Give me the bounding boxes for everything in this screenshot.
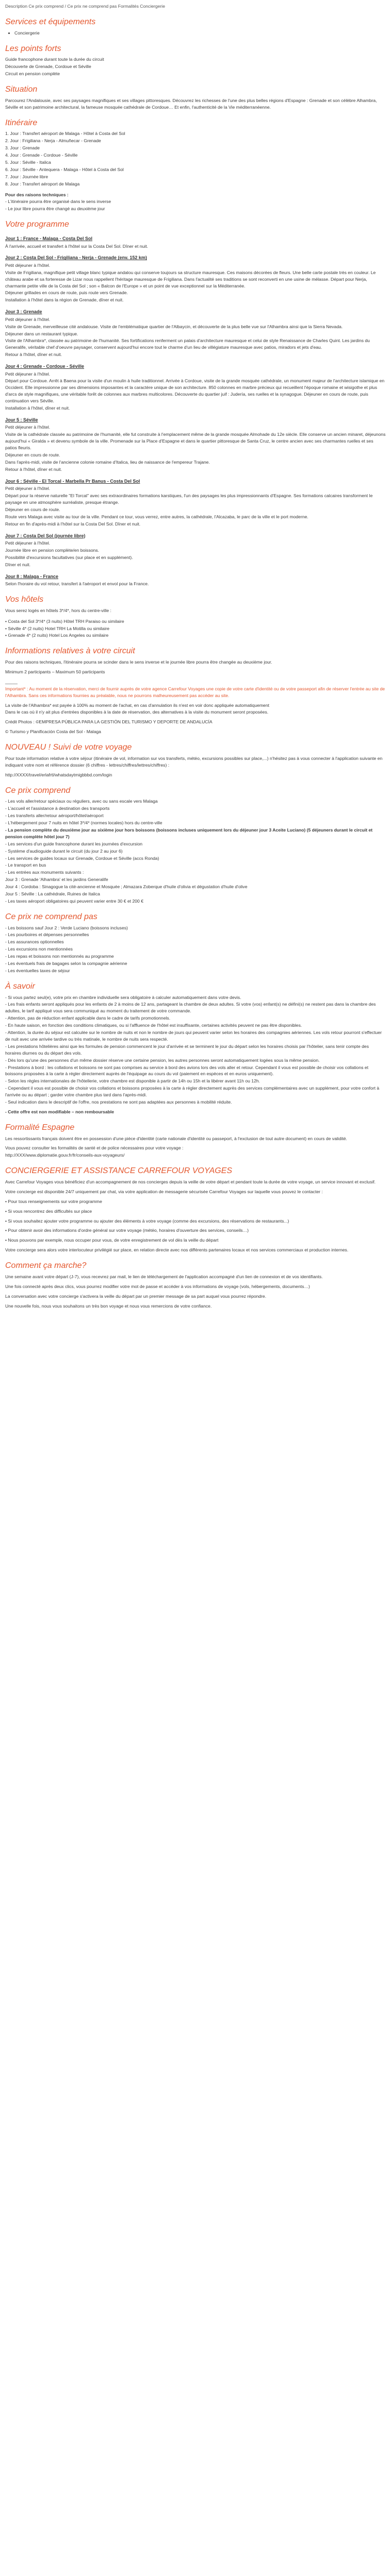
formalite-title: Formalité Espagne [5, 1123, 75, 1132]
comprend-line: - Les vols aller/retour spéciaux ou réguliers, avec ou sans escale vers Malaga [5, 799, 158, 804]
concierge-line: Votre concierge est disponible 24/7 uniquement par chat, via votre application de messagerie sécurisée Carrefour Voyages sur laquelle vous pouvez le contacter : [5, 1189, 323, 1194]
savoir-line: - Selon les règles internationales de l'hôtellerie, votre chambre est disponible à partir de 14h ou 15h et la libérer avant 11h ou 12h. [5, 1078, 260, 1084]
comprend-line: Jour 5 : Séville : La cathédrale, Ruines de Italica [5, 891, 100, 896]
itineraire-line: 3. Jour : Grenade [5, 145, 40, 151]
programme-title: Votre programme [5, 220, 69, 229]
savoir-line: - Dès lors qu'une des personnes d'un même dossier réserve une certaine pension, les autres personnes seront automatiquement logées sous la même pension. [5, 1057, 320, 1063]
marche-line: Une semaine avant votre départ (J-7), vous recevrez par mail, le lien de téléchargement de l'application accompagné d'un lien de connexion et de vos identifiants. [5, 1274, 323, 1279]
day-heading: Jour 4 : Grenade - Cordoue - Séville [5, 364, 85, 369]
suivi-link[interactable]: http://XXXX/travel/erlafrtl/whatsdaytmigbbbd.com/login [5, 772, 112, 777]
forts-list [5, 56, 386, 77]
infos-line: Minimum 2 participants – Maximum 50 participants [5, 669, 105, 675]
fort-line: Découverte de Grenade, Cordoue et Séville [5, 64, 91, 70]
hotel-item: • Costa del Sol 3*/4* (3 nuits) Hôtel TRH Paraiso ou similaire [5, 618, 124, 624]
day-line: Route vers Malaga avec visite au tour de la ville. Pendant ce tour, vous verrez, entre autres, la cathédrale, l'Alcazaba, le parc de la ville et le port moderne. [5, 514, 308, 519]
day-heading: Jour 7 : Costa Del Sol (journée libre) [5, 533, 86, 538]
itineraire-title: Itinéraire [5, 118, 38, 127]
concierge-line: Avec Carrefour Voyages vous bénéficiez d'un accompagnement de nos concierges depuis la veille de votre départ et pendant toute la durée de votre voyage, un service innovant et exclusif. [5, 1179, 376, 1184]
hotels-intro: Vous serez logés en hôtels 3*/4*, hors du centre-ville : [5, 607, 111, 613]
marche-line: La conversation avec votre concierge s'activera la veille du départ par un premier message de sa part auquel vous pourrez répondre. [5, 1293, 267, 1299]
itineraire-notes [5, 192, 386, 213]
concierge-bullet: • Pour tous renseignements sur votre programme [5, 1198, 102, 1204]
comprend-list [5, 798, 386, 904]
necomprend-line: - Les excursions non mentionnées [5, 946, 73, 952]
day-line: Visite de la cathédrale classée au patrimoine de l'humanité, elle fut construite à l'emplacement même de la grande mosquée Almohade du 12e siècle. Elle conserve un ancien minaret, déjeunons aujourd'hui « Giralda » et devenu symbole de la ville. Promenade sur la Place d'Espagne et dans le quartier pittoresque de Santa Cruz, le centre ancien avec ses charmantes ruelles et ses patios fleuris. [5, 432, 386, 451]
formalite-line: Les ressortissants français doivent être en possession d'une pièce d'identité (carte nationale d'identité ou passeport, à l'exclusion de tout autre document) en cours de validité. [5, 1136, 347, 1141]
concierge-bullet: • Pour obtenir avoir des informations d'ordre général sur votre voyage (météo, horaires d'ouverture des services, conseils…) [5, 1228, 249, 1233]
day-line: Visite de Frigiliana, magnifique petit village blanc typique andalou qui conserve toujours sa structure mauresque. Ces maisons décorées de fleurs. Une belle carte postale très en couleur. Le château arabe et sa forteresse de Lizar nous rappellent l'héritage mauresque de Frigiliana. Dans l'actualité ses traditions se sont reconverti en une usine de mélasse. Départ pour Nerja, charmante petite ville de la Costa del Sol ; son « Balcon de l'Europe » et un point de vue exceptionnel sur la Méditerranée. [5, 269, 376, 289]
concierge-bullet: • Nous pouvons par exemple, nous occuper pour vous, de votre enregistrement de vol dès la veille du départ [5, 1238, 219, 1243]
day-line: Installation à l'hôtel, dîner et nuit. [5, 405, 70, 411]
day-line: Petit déjeuner à l'hôtel. [5, 262, 51, 268]
day-block [5, 478, 386, 528]
day-line: Dîner et nuit. [5, 562, 31, 567]
hotel-item: • Grenade 4* (2 nuits) Hotel Los Angeles ou similaire [5, 633, 109, 638]
savoir-line: - Si vous partez seul(e), votre prix en chambre individuelle sera obligatoire à calculer automatiquement dans votre devis. [5, 994, 241, 1000]
infos-separator: _____ [5, 679, 18, 684]
situation-title: Situation [5, 85, 38, 94]
day-heading: Jour 1 : France - Malaga - Costa Del Sol [5, 236, 93, 242]
day-heading: Jour 5 : Séville [5, 417, 38, 422]
day-block [5, 533, 386, 568]
photo-credit-2: © Turismo y Planificación Costa del Sol - Malaga [5, 729, 101, 735]
formalite-link[interactable]: http://XXX/www.diplomatie.gouv.fr/fr/conseils-aux-voyageurs/ [5, 1153, 125, 1158]
infos-extra: Dans le cas où il n'y ait plus d'entrées disponibles à la date de réservation, des alternatives à la visite du monument seront proposées. [5, 709, 269, 715]
savoir-line: - Cependant il vous est possible de choisir vos collations et boissons proposées à la carte à régler directement auprès des services complémentaires avec un supplément, pour votre confort à l'arrivée ou au départ ; garder votre chambre plus tard dans l'après-midi. [5, 1086, 380, 1098]
comprend-title: Ce prix comprend [5, 786, 71, 795]
comprend-line: - Les entrées aux monuments suivants : [5, 870, 84, 875]
itineraire-line: 4. Jour : Grenade - Cordoue - Séville [5, 152, 78, 158]
day-line: Déjeuner en cours de route. [5, 506, 60, 512]
comprend-line: - L'hébergement pour 7 nuits en hôtel 3*/4* (normes locales) hors du centre-ville [5, 820, 162, 826]
services-list [5, 30, 386, 37]
itineraire-notes-title: Pour des raisons techniques : [5, 192, 69, 197]
necomprend-list [5, 925, 386, 974]
day-line: Retour à l'hôtel, dîner et nuit. [5, 352, 62, 358]
day-block [5, 417, 386, 473]
day-line: Installation à l'hôtel dans la région de Grenade, dîner et nuit. [5, 297, 124, 303]
itineraire-line: 5. Jour : Séville - Italica [5, 159, 51, 165]
infos-line: Pour des raisons techniques, l'itinéraire pourra se scinder dans le sens inverse et le journée libre pourra être changée au deuxième jour. [5, 659, 272, 665]
comprend-line: - Les services de guides locaux sur Grenade, Cordoue et Séville (accs Ronda) [5, 855, 159, 861]
necomprend-line: - Les éventuelles taxes de séjour [5, 968, 70, 973]
marche-title: Comment ça marche? [5, 1261, 87, 1270]
savoir-line: - En haute saison, en fonction des conditions climatiques, ou si l'affluence de l'hôtel est insuffisante, certaines activités peuvent ne pas être disponibles. [5, 1023, 302, 1028]
hotels-list [5, 618, 386, 639]
formalite-line: Vous pouvez consulter les formalités de santé et de police nécessaires pour votre voyage : [5, 1145, 184, 1151]
itineraire-line: 8. Jour : Transfert aéroport de Malaga [5, 181, 80, 187]
comprend-line: - Les services d'un guide francophone durant les journées d'excursion [5, 841, 143, 846]
day-line: Dans l'après-midi, visite de l'ancienne colonie romaine d'Italica, lieu de naissance de l'empereur Trajane. [5, 459, 210, 465]
itineraire-note: - L'itinéraire pourra être organisé dans le sens inverse [5, 199, 111, 205]
day-line: Visite de Grenade, merveilleuse cité andalouse. Visite de l'emblématique quartier de l'Albaycin, et découverte de la plus belle vue sur l'Alhambra ainsi que la Sierra Nevada. [5, 324, 343, 329]
infos-extra: La visite de l'Alhambra* est payée à 100% au moment de l'achat, en cas d'annulation ils n'est en voir donc appliquée automatiquement [5, 702, 270, 708]
necomprend-title: Ce prix ne comprend pas [5, 912, 97, 921]
day-line: Possibilité d'excursions facultatives (sur place et en supplément). [5, 554, 133, 560]
hotels-title: Vos hôtels [5, 595, 44, 604]
infos-important: Important* : Au moment de la réservation, merci de fournir auprès de votre agence Carrefour Voyages une copie de votre carte d'identité ou de votre passeport afin de réserver l'entrée au site de l'Alhambra. Sans ces informations fournies au préalable, nous ne pourrons malheureusement pas accéder au site. [5, 686, 385, 698]
day-line: Petit déjeuner à l'hôtel. [5, 425, 51, 430]
itineraire-line: 7. Jour : Journée libre [5, 174, 48, 179]
savoir-list [5, 994, 386, 1106]
comprend-line: - Le transport en bus [5, 862, 46, 868]
comprend-line: Jour 4 : Cordoba : Sinagogue la cité-ancienne et Mosquée ; Almazara Zoberque d'huile d'olivia et dégustation d'huile d'olive [5, 884, 248, 890]
services-title: Services et équipements [5, 17, 96, 26]
comprend-line: - Système d'audioguide durant le circuit (du jour 2 au jour 6) [5, 848, 123, 854]
day-heading: Jour 6 : Séville - El Torcal - Marbella Pr Banus - Costa Del Sol [5, 478, 140, 484]
service-item: • Conciergerie [14, 30, 386, 37]
day-line: Déjeuner dans un restaurant typique. [5, 331, 78, 336]
concierge-after: Votre concierge sera alors votre interlocuteur privilégié sur place, en relation directe avec nos différents partenaires locaux et nos services commerciaux et production internes. [5, 1247, 349, 1253]
non-refundable-note: - Cette offre est non modifiable – non remboursable [5, 1109, 115, 1114]
savoir-line: - Seul indication dans le descriptif de l'offre, nos prestations ne sont pas adaptées aux personnes à mobilité réduite. [5, 1099, 232, 1105]
day-line: Visite de l'Alhambra*, classée au patrimoine de l'humanité. Ses fortifications renferment un palais d'architecture mauresque et celui de style Renaissance de Charles Quint. Les jardins du Generalife, véritable chef d'oeuvre paysager, conservent aujourd'hui encore tout le charme d'un lieu de villégiature mauresque avec patios, miradors et jets d'eau. [5, 338, 370, 350]
day-block [5, 363, 386, 412]
marche-line: Une nouvelle fois, nous vous souhaitons un très bon voyage et nous vous remercions de votre confiance. [5, 1303, 212, 1309]
suivi-text: Pour toute information relative à votre séjour (itinéraire de vol, information sur vos transferts, météo, excursions possibles sur place,...) n'hésitez pas à vous connecter à l'application suivante en indiquant votre nom et référence dossier (6 chiffres - lettres/chiffres/lettres/chiffres) : [5, 755, 383, 768]
concierge-bullet: • Si vous rencontrez des difficultés sur place [5, 1208, 92, 1214]
day-line: Départ pour Cordoue. Arrêt à Baena pour la visite d'un moulin à huile traditionnel. Arrivée à Cordoue, visite de la grande mosquée cathédrale, un monument majeur de l'architecture islamique en Occident. Elle impressionne par ses dimensions imposantes et la caractère unique de son architecture. 850 colonnes en marbre précieux qui recueillent l'époque romaine et wisigothe et plus d'arcs de style magnifiques, une véritable forêt de colonnes aux marbres multicolores. Découverte du quartier juif : Judería, ses ruelles et la synagogue. Déjeuner en cours de route, puis continuation vers Séville. [5, 378, 385, 404]
day-heading: Jour 8 : Malaga - France [5, 573, 59, 579]
concierge-bullet: • Si vous souhaitez ajouter votre programme ou ajouter des éléments à votre voyage (comme des excursions, des réservations de restaurants...) [5, 1218, 289, 1224]
comprend-line: - L'accueil et l'assistance à destination des transports [5, 806, 110, 811]
day-line: Petit déjeuner à l'hôtel. [5, 371, 51, 377]
itineraire-note: - Le jour libre pourra être changé au deuxième jour [5, 206, 105, 212]
day-line: Départ pour la réserve naturelle "El Torcal" avec ses extraordinaires formations karstiques, l'un des paysages les plus impressionnants d'Espagne. Ses formations calcaires transforment le paysage en une atmosphère surréaliste, presque étrange. [5, 493, 373, 505]
day-heading: Jour 3 : Grenade [5, 309, 42, 315]
itineraire-line: 2. Jour : Frigiliana - Nerja - Almuñecar - Grenade [5, 138, 101, 144]
situation-text: Parcourez l'Andalousie, avec ses paysages magnifiques et ses villages pittoresques. Découvrez les richesses de l'une des plus belles régions d'Espagne : Grenade et son célèbre Alhambra, Séville et son patrimoine architectural, la fameuse mosquée cathédrale de Cordoue… Et enfin, l'authenticité de la Vie méditerranéenne. [5, 97, 377, 110]
day-block [5, 309, 386, 358]
day-block [5, 573, 386, 587]
necomprend-line: - Les éventuels frais de bagages selon la compagnie aérienne [5, 961, 127, 967]
marche-line: Une fois connecté après deux clics, vous pourrez modifier votre mot de passe et accéder à vos informations de voyage (vols, hébergements, documents…) [5, 1283, 310, 1289]
photo-credit: Crédit Photos : ©EMPRESA PÚBLICA PARA LA GESTIÓN DEL TURISMO Y DEPORTE DE ANDALUCÍA [5, 719, 213, 725]
concierge-bullets [5, 1198, 386, 1244]
comprend-line: - Les taxes aéroport obligatoires qui peuvent varier entre 30 € et 200 € [5, 898, 144, 904]
necomprend-line: - Les repas et boissons non mentionnés au programme [5, 954, 114, 959]
necomprend-line: - Les pourboires et dépenses personnelles [5, 932, 89, 938]
hotel-item: • Séville 4* (2 nuits) Hotel TRH La Motilla ou similaire [5, 625, 110, 631]
savoir-line: - Prestations à bord : les collations et boissons ne sont pas comprises au service à bord des avions lors des vols aller et retour. Cependant il vous est possible de choisir vos collations et boissons proposées à la carte à régler directement auprès de l'équipage au cours du vol (paiement en espèces et en euros uniquement). [5, 1064, 369, 1077]
day-line: Retour en fin d'après-midi à l'hôtel sur la Costa Del Sol. Dîner et nuit. [5, 521, 141, 527]
day-line: Selon l'horaire du vol retour, transfert à l'aéroport et envol pour la France. [5, 581, 149, 587]
fort-line: Guide francophone durant toute la durée du circuit [5, 57, 104, 62]
savoir-line: - Les frais enfants seront appliqués pour les enfants de 2 à moins de 12 ans, partageant la chambre de deux adultes. Si votre (vos) enfant(s) ne défini(s) ne restent pas dans la chambre des adultes, le tarif appliqué vous sera communiqué au moment du traitement de votre commande. [5, 1002, 376, 1014]
itineraire-line: 1. Jour : Transfert aéroport de Malaga - Hôtel à Costa del Sol [5, 131, 125, 137]
comprend-line: Jour 3 : Grenade 'Alhambra' et les jardins Generalife [5, 877, 108, 883]
day-heading: Jour 2 : Costa Del Sol - Frigiliana - Nerja - Grenade (env. 152 km) [5, 255, 147, 261]
savoir-line: - Attention, la durée du séjour est calculée sur le nombre de nuits et non le nombre de jours qui peuvent varier selon les horaires des compagnies aériennes. Les vols retour pourront s'effectuer de nuit avec une arrivée tardive ou très matinale, le nombre de nuits sera respecté. [5, 1030, 382, 1042]
day-line: Petit déjeuner à l'hôtel. [5, 540, 51, 546]
day-block [5, 235, 386, 249]
forts-title: Les points forts [5, 44, 61, 53]
day-line: Petit déjeuner à l'hôtel. [5, 486, 51, 492]
comprend-line: - Les transferts aller/retour aéroport/hôtel/aéroport [5, 813, 104, 819]
savoir-line: - Attention, pas de réduction enfant applicable dans le cadre de tarifs promotionnels. [5, 1015, 171, 1021]
itineraire-list [5, 130, 386, 187]
description-tabs: Description Ce prix comprend / Ce prix ne comprend pas Formalités Conciergerie [5, 4, 165, 9]
infos-title: Informations relatives à votre circuit [5, 647, 135, 656]
day-line: Journée libre en pension complète/en boissons. [5, 547, 100, 553]
necomprend-line: - Les assurances optionnelles [5, 939, 64, 945]
day-line: Petit déjeuner à l'hôtel. [5, 316, 51, 322]
concierge-title: CONCIERGERIE ET ASSISTANCE CARREFOUR VOYAGES [5, 1166, 233, 1176]
day-line: Déjeuner grillades en cours de route, puis route vers Grenade. [5, 290, 128, 296]
fort-line: Circuit en pension complète [5, 71, 60, 77]
day-line: Déjeuner en cours de route. [5, 452, 60, 457]
savoir-title: À savoir [5, 981, 35, 991]
necomprend-line: - Les boissons sauf Jour 2 : Verde Luciano (boissons incluses) [5, 925, 128, 930]
comprend-line: - La pension complète du deuxième jour au sixième jour hors boissons (boissons incluses uniquement lors du déjeuner jour 3 Aceite Luciano) (5 déjeuners durant le circuit et pension complète hôtel jour 7) [5, 827, 373, 839]
day-line: Retour à l'hôtel, dîner et nuit. [5, 466, 62, 472]
itineraire-line: 6. Jour : Séville - Antequera - Malaga - Hôtel à Costa del Sol [5, 166, 124, 172]
suivi-title: NOUVEAU ! Suivi de votre voyage [5, 743, 132, 752]
day-line: À l'arrivée, accueil et transfert à l'hôtel sur la Costa Del Sol. Dîner et nuit. [5, 243, 148, 249]
savoir-line: - Les prestations hôtelières ainsi que les formules de pension commencent le jour d'arrivée et se terminent le jour du départ selon les horaires choisis par l'hôtelier, sans tenir compte des horaires diurnes ou du départ des vols. [5, 1043, 369, 1056]
day-block [5, 255, 386, 303]
